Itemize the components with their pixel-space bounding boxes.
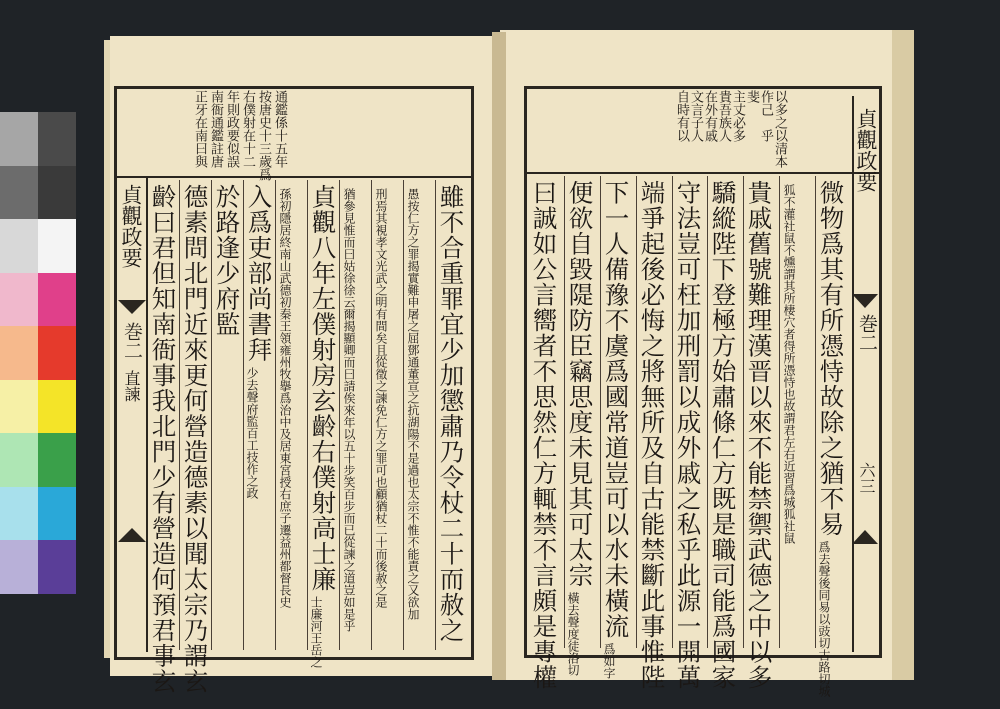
main-text-column: 入爲吏部尚書拜 (244, 184, 274, 363)
main-text-column: 下一人備豫不虞爲國常道豈可以水未橫流 (601, 180, 631, 639)
right-header-rule (527, 172, 881, 174)
color-swatch (38, 112, 76, 166)
annotation-column: 愚按仁方之罪揭實難申屠之屈鄧通董宣之抗湖陽不是過也太宗不惟不能責之又欲加 (406, 188, 420, 620)
column-rule (435, 180, 436, 650)
color-swatch (38, 219, 76, 273)
header-note-column: 自時有以 (674, 90, 689, 142)
header-note-column: 在外有戚 (702, 90, 717, 142)
column-rule (636, 176, 637, 648)
column-rule (339, 180, 340, 650)
header-note-column: 以多之以清本 (772, 90, 787, 168)
annotation-column: 爲去聲後同易以豉切古路切城 (817, 541, 831, 697)
color-swatch (38, 166, 76, 220)
annotation-column: 少去聲府監百工技作之政 (245, 367, 259, 499)
left-header-rule (117, 176, 472, 178)
right-page-number: 六三 (857, 462, 876, 494)
header-note-column: 按唐史十三歲爲 (256, 90, 271, 181)
main-text-column: 端爭起後必悔之將無所及自古能禁斷此事惟陛 (637, 180, 667, 690)
column-rule (275, 180, 276, 650)
column-rule (564, 176, 565, 648)
column-rule (243, 180, 244, 650)
column-rule (779, 176, 780, 648)
left-spine-title: 貞觀政要 (119, 184, 143, 268)
left-fish-tail-bottom (118, 528, 146, 542)
main-text-column: 便欲自毀隄防臣竊思度未見其可太宗 (565, 180, 595, 588)
column-rule (371, 180, 372, 650)
header-note-column: 南衙通鑑註唐 (208, 90, 223, 168)
header-note-column: 正牙在南曰與 (192, 90, 207, 168)
color-swatch (0, 380, 38, 434)
main-text-column: 微物爲其有所憑恃故除之猶不易 (816, 180, 846, 537)
color-swatch (0, 273, 38, 327)
column-rule (600, 176, 601, 648)
left-fish-tail-top (118, 300, 146, 314)
color-swatch (0, 433, 38, 487)
header-note-column: 貴吾族人 (716, 90, 731, 142)
annotation-column: 橫去聲度徒洛切 (566, 592, 580, 676)
left-spine-volume: 巻二 (121, 322, 143, 360)
header-note-column: 斐 (744, 90, 759, 103)
main-text-column: 驕縱陛下登極方始肅條仁方既是職司能爲國家 (708, 180, 738, 690)
annotation-column: 猶參見惟而曰姑徐徐云爾揭顯卿而曰請俟來年以五十步笑百步而已從諫之道豈如是乎 (342, 188, 356, 632)
right-fish-tail-bottom (852, 530, 878, 544)
right-fish-tail-top (852, 294, 878, 308)
header-note-column: 通鑑係十五年 (272, 90, 287, 168)
annotation-column: 狐不灌社鼠不燻謂其所棲穴者得所憑恃也故謂君左右近習爲城狐社鼠 (782, 184, 796, 544)
column-rule (211, 180, 212, 650)
left-spine-chapter: 直諫 (122, 370, 141, 402)
color-swatch (0, 166, 38, 220)
right-spine-title: 貞觀政要 (854, 108, 878, 192)
column-rule (707, 176, 708, 648)
main-text-column: 曰誠如公言嚮者不思然仁方輒禁不言頗是專權 (529, 180, 559, 690)
color-swatch (0, 540, 38, 594)
column-rule (179, 180, 180, 650)
main-text-column: 貞觀八年左僕射房玄齡右僕射高士廉 (308, 184, 338, 592)
right-spine-volume: 巻二 (856, 314, 878, 352)
header-note-column: 右僕射在十二 (240, 90, 255, 168)
main-text-column: 於路逢少府監 (212, 184, 242, 337)
color-swatch (0, 326, 38, 380)
color-swatch (0, 112, 38, 166)
main-text-column: 貴戚舊號難理漢晋以來不能禁禦武德之中以多 (744, 180, 774, 690)
annotation-column: 孫初隱居終南山武德初秦王領雍州牧擧爲治中及居東宮授右庶子遷益州都督長史 (278, 188, 292, 608)
gutter (492, 32, 506, 680)
annotation-column: 爲如字 (602, 643, 616, 679)
color-swatch (0, 219, 38, 273)
column-rule (815, 176, 816, 648)
color-swatch (38, 380, 76, 434)
header-note-column: 文言子人 (688, 90, 703, 142)
column-rule (307, 180, 308, 650)
column-rule (403, 180, 404, 650)
column-rule (672, 176, 673, 648)
color-swatch (38, 540, 76, 594)
main-text-column: 德素問北門近來更何營造德素以聞太宗乃謂玄 (180, 184, 210, 694)
header-note-column: 主丈必多 (730, 90, 745, 142)
header-note-column: 年則政要似誤 (224, 90, 239, 168)
annotation-column: 刑焉其視孝文光武之明有間矣且從徵之諫免仁方之罪可也顧猶杖二十而後赦之是 (374, 188, 388, 608)
header-note-column: 作己 乎 (758, 90, 773, 142)
annotation-column: 士廉河王岳之 (309, 596, 323, 668)
main-text-column: 雖不合重罪宜少加懲肅乃令杖二十而赦之 (436, 184, 466, 643)
main-text-column: 齡曰君但知南衙事我北門少有營造何預君事玄 (148, 184, 178, 694)
main-text-column: 守法豈可枉加刑罰以成外戚之私乎此源一開萬 (673, 180, 703, 690)
color-swatch (38, 487, 76, 541)
color-swatch (0, 487, 38, 541)
column-rule (743, 176, 744, 648)
color-swatch (38, 326, 76, 380)
color-swatch (38, 273, 76, 327)
color-swatch (38, 433, 76, 487)
